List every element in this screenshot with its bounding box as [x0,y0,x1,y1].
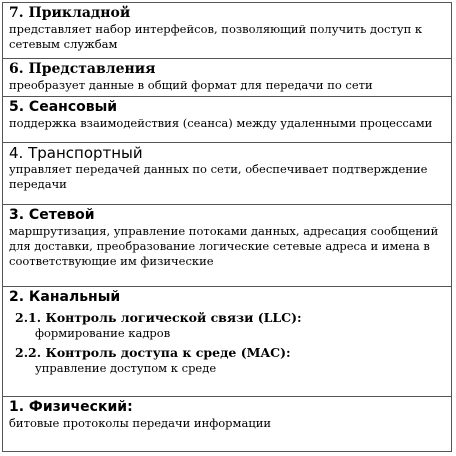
sublayer-llc-title: 2.1. Контроль логической связи (LLC): [15,310,302,325]
osi-model-table [2,2,452,452]
layer-2-data-link [3,287,451,397]
layer-description: поддержка взаимодействия (сеанса) между удаленными процессами [9,116,433,130]
sublayer-mac-title: 2.2. Контроль доступа к среде (MAC): [15,345,291,360]
layer-description: битовые протоколы передачи информации [9,416,272,430]
sublayer-llc-description: формирование кадров [35,326,171,340]
layer-7-application [3,3,451,59]
layer-3-network [3,205,451,287]
layer-description: преобразует данные в общий формат для передачи по сети [9,78,373,92]
layer-description: представляет набор интерфейсов, позволяющий получить доступ к сетевым службам [9,22,423,51]
layer-title: 2. Канальный [9,289,121,305]
layer-description: маршрутизация, управление потоками данных, адресация сообщений для доставки, преобразование логические сетевые адреса и имена в соответствующие им физические [9,224,439,268]
layer-5-session [3,97,451,143]
layer-title: 3. Сетевой [9,207,95,223]
layer-title: 4. Транспортный [9,144,143,162]
layer-6-presentation [3,59,451,97]
layer-title: 6. Представления [9,61,156,77]
sublayer-mac-description: управление доступом к среде [35,361,217,375]
layer-title: 1. Физический: [9,399,133,415]
layer-description: управляет передачей данных по сети, обеспечивает подтверждение передачи [9,162,428,191]
layer-title: 7. Прикладной [9,5,131,21]
layer-4-transport [3,143,451,205]
layer-1-physical [3,397,451,451]
layer-title: 5. Сеансовый [9,99,118,115]
